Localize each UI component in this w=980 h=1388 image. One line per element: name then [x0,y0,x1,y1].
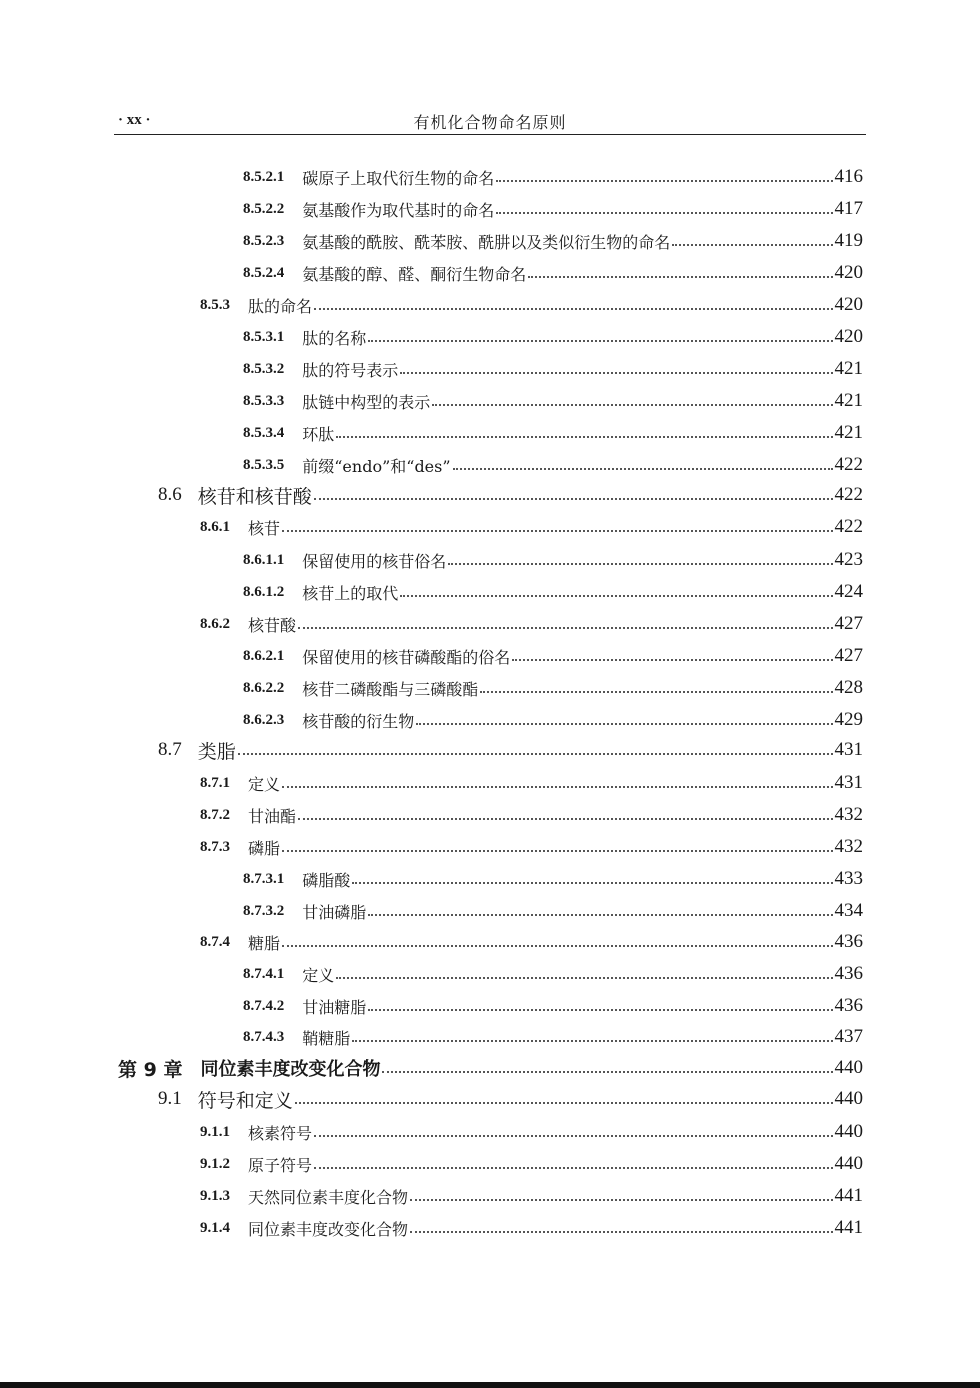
toc-entry-page: 436 [834,995,863,1016]
toc-entry-title: 磷脂酸 [302,870,351,890]
toc-entry-title: 天然同位素丰度化合物 [248,1187,409,1207]
dot-leader [298,627,832,629]
dot-leader [410,1199,832,1201]
toc-entry-title: 甘油糖脂 [302,997,367,1017]
bottom-border [0,1382,980,1388]
dot-leader [368,340,832,342]
book-title: 有机化合物命名原则 [413,113,567,132]
toc-entry[interactable] [243,896,863,926]
toc-entry-number: 8.7 [158,739,182,760]
toc-entry-title: 同位素丰度改变化合物 [200,1059,381,1080]
toc-entry-title: 氨基酸的酰胺、酰苯胺、酰肼以及类似衍生物的命名 [302,232,671,252]
toc-entry-page: 421 [834,390,863,411]
toc-entry[interactable] [200,290,863,320]
toc-entry-page: 432 [834,804,863,825]
toc-entry-page: 420 [834,294,863,315]
dot-leader [336,436,832,438]
toc-entry-number: 8.5.3 [200,296,230,313]
dot-leader [352,882,832,884]
toc-entry-number: 8.6.2.3 [243,711,285,728]
toc-entry-number: 8.5.2.2 [243,200,285,217]
dot-leader [336,977,832,979]
toc-entry-title: 原子符号 [248,1155,313,1175]
toc-entry-title: 肽链中构型的表示 [302,392,431,412]
toc-entry-page: 431 [834,739,863,760]
toc-entry-page: 420 [834,262,863,283]
toc-entry[interactable] [243,418,863,448]
dot-leader [368,914,832,916]
dot-leader [512,659,832,661]
toc-entry-title: 前缀“endo”和“des” [302,456,451,476]
toc-entry-page: 429 [834,709,863,730]
toc-entry-number: 9.1.4 [200,1219,230,1236]
dot-leader [480,691,832,693]
toc-entry-title: 保留使用的核苷俗名 [302,551,447,571]
toc-entry[interactable] [243,991,863,1021]
toc-entry-title: 肽的命名 [248,296,313,316]
toc-entry-title: 碳原子上取代衍生物的命名 [302,168,495,188]
dot-leader [282,786,832,788]
toc-entry-title: 定义 [248,774,281,794]
page-number: · xx · [118,112,151,128]
dot-leader [453,468,833,470]
toc-entry-page: 436 [834,963,863,984]
toc-entry-page: 436 [834,931,863,952]
toc-entry[interactable] [243,354,863,384]
toc-entry-title: 环肽 [302,424,335,444]
dot-leader [432,404,832,406]
toc-entry[interactable] [243,577,863,607]
dot-leader [314,1135,832,1137]
toc-entry-title: 氨基酸的醇、醛、酮衍生物命名 [302,264,527,284]
toc-entry[interactable] [243,258,863,288]
toc-entry[interactable] [243,959,863,989]
dot-leader [238,753,833,755]
toc-entry[interactable] [158,735,863,765]
toc-entry-title: 核苷酸的衍生物 [302,711,415,731]
toc-entry-number: 8.6.2 [200,615,230,632]
toc-entry-title: 肽的符号表示 [302,360,399,380]
toc-entry-page: 422 [834,484,863,505]
toc-entry[interactable] [243,162,863,192]
toc-entry-page: 422 [834,454,863,475]
toc-entry-title: 核苷和核苷酸 [197,485,312,508]
toc-entry-page: 434 [834,900,863,921]
toc-entry[interactable] [243,226,863,256]
dot-leader [496,180,832,182]
toc-entry-page: 419 [834,230,863,251]
dot-leader [528,276,832,278]
toc-entry-title: 同位素丰度改变化合物 [248,1219,409,1239]
toc-entry-number: 8.6.2.1 [243,647,285,664]
toc-entry-page: 427 [834,645,863,666]
toc-entry-number: 8.7.3 [200,838,230,855]
dot-leader [448,563,832,565]
toc-entry-title: 甘油酯 [248,806,297,826]
toc-entry[interactable] [243,386,863,416]
toc-entry[interactable] [200,609,863,639]
dot-leader [400,595,832,597]
dot-leader [314,308,832,310]
toc-entry-title: 氨基酸作为取代基时的命名 [302,200,495,220]
toc-entry[interactable] [243,864,863,894]
toc-entry-title: 核苷 [248,518,281,538]
toc-entry-number: 8.6 [158,484,182,505]
toc-entry[interactable] [200,1149,863,1179]
dot-leader [672,244,832,246]
toc-entry-number: 8.5.3.4 [243,424,285,441]
toc-entry-number: 9.1.1 [200,1123,230,1140]
toc-entry-title: 磷脂 [248,838,281,858]
toc-entry[interactable] [200,768,863,798]
toc-entry-number: 8.5.2.3 [243,232,285,249]
toc-entry-title: 核苷酸 [248,615,297,635]
toc-entry[interactable] [243,194,863,224]
toc-entry[interactable] [158,480,863,510]
toc-entry-number: 8.7.1 [200,774,230,791]
toc-entry-number: 8.7.4 [200,933,230,950]
toc-entry-number: 8.7.4.1 [243,965,285,982]
toc-entry-page: 424 [834,581,863,602]
toc-entry-title: 肽的名称 [302,328,367,348]
toc-entry-page: 423 [834,549,863,570]
toc-entry-title: 甘油磷脂 [302,902,367,922]
toc-entry-number: 8.7.3.2 [243,902,285,919]
toc-entry-page: 416 [834,166,863,187]
toc-entry-number: 8.5.3.5 [243,456,285,473]
toc-entry-title: 定义 [302,965,335,985]
toc-entry[interactable] [243,545,863,575]
toc-entry-page: 432 [834,836,863,857]
toc-entry[interactable] [200,1213,863,1243]
toc-entry-number: 9.1 [158,1088,182,1109]
toc-entry-title: 核苷上的取代 [302,583,399,603]
toc-entry-page: 441 [834,1185,863,1206]
toc-entry[interactable] [243,673,863,703]
toc-entry-page: 421 [834,358,863,379]
toc-entry-page: 431 [834,772,863,793]
toc-entry-number: 8.5.3.3 [243,392,285,409]
dot-leader [314,498,833,500]
toc-entry[interactable] [200,1181,863,1211]
toc-entry-number: 8.7.3.1 [243,870,285,887]
dot-leader [368,1009,832,1011]
toc-entry-number: 8.7.4.2 [243,997,285,1014]
toc-entry-number: 第 9 章 [118,1058,183,1081]
toc-entry-number: 8.6.1.2 [243,583,285,600]
toc-entry-page: 428 [834,677,863,698]
toc-entry-page: 440 [834,1153,863,1174]
toc-entry-title: 符号和定义 [197,1089,293,1112]
toc-entry-number: 9.1.2 [200,1155,230,1172]
toc-entry-number: 8.6.1 [200,518,230,535]
toc-entry-page: 420 [834,326,863,347]
dot-leader [352,1040,832,1042]
toc-entry-page: 421 [834,422,863,443]
toc-entry[interactable] [200,927,863,957]
dot-leader [298,818,832,820]
toc-entry-page: 433 [834,868,863,889]
dot-leader [400,372,832,374]
dot-leader [282,530,832,532]
toc-entry-page: 422 [834,516,863,537]
toc-entry[interactable] [243,705,863,735]
toc-entry-title: 糖脂 [248,933,281,953]
toc-entry[interactable] [158,1084,863,1114]
toc-entry-number: 8.5.3.2 [243,360,285,377]
toc-entry[interactable] [200,512,863,542]
toc-entry-title: 核苷二磷酸酯与三磷酸酯 [302,679,479,699]
toc-entry-page: 440 [834,1121,863,1142]
toc-entry[interactable] [200,800,863,830]
toc-entry-page: 440 [834,1088,863,1109]
toc-entry[interactable] [243,322,863,352]
dot-leader [410,1231,832,1233]
toc-entry-number: 8.7.4.3 [243,1028,285,1045]
dot-leader [282,850,832,852]
toc-entry[interactable] [243,641,863,671]
dot-leader [314,1167,832,1169]
toc-entry-title: 鞘糖脂 [302,1028,351,1048]
toc-entry-number: 8.5.2.4 [243,264,285,281]
toc-entry-title: 保留使用的核苷磷酸酯的俗名 [302,647,511,667]
toc-entry[interactable] [200,1117,863,1147]
toc-entry[interactable] [243,1022,863,1052]
dot-leader [295,1102,833,1104]
toc-entry-number: 8.7.2 [200,806,230,823]
toc-entry-page: 427 [834,613,863,634]
toc-entry-page: 437 [834,1026,863,1047]
toc-entry-page: 441 [834,1217,863,1238]
toc-entry-title: 类脂 [197,740,236,763]
toc-entry[interactable] [243,450,863,480]
toc-entry[interactable] [200,832,863,862]
toc-entry-page: 417 [834,198,863,219]
toc-entry-number: 8.5.2.1 [243,168,285,185]
toc-entry-title: 核素符号 [248,1123,313,1143]
toc-entry-number: 9.1.3 [200,1187,230,1204]
dot-leader [416,723,832,725]
dot-leader [496,212,832,214]
toc-entry-number: 8.6.1.1 [243,551,285,568]
dot-leader [382,1071,832,1073]
toc-entry-number: 8.5.3.1 [243,328,285,345]
toc-entry-number: 8.6.2.2 [243,679,285,696]
running-header [114,108,866,135]
toc-entry-page: 440 [834,1057,863,1078]
dot-leader [282,945,832,947]
toc-entry[interactable] [118,1053,863,1083]
